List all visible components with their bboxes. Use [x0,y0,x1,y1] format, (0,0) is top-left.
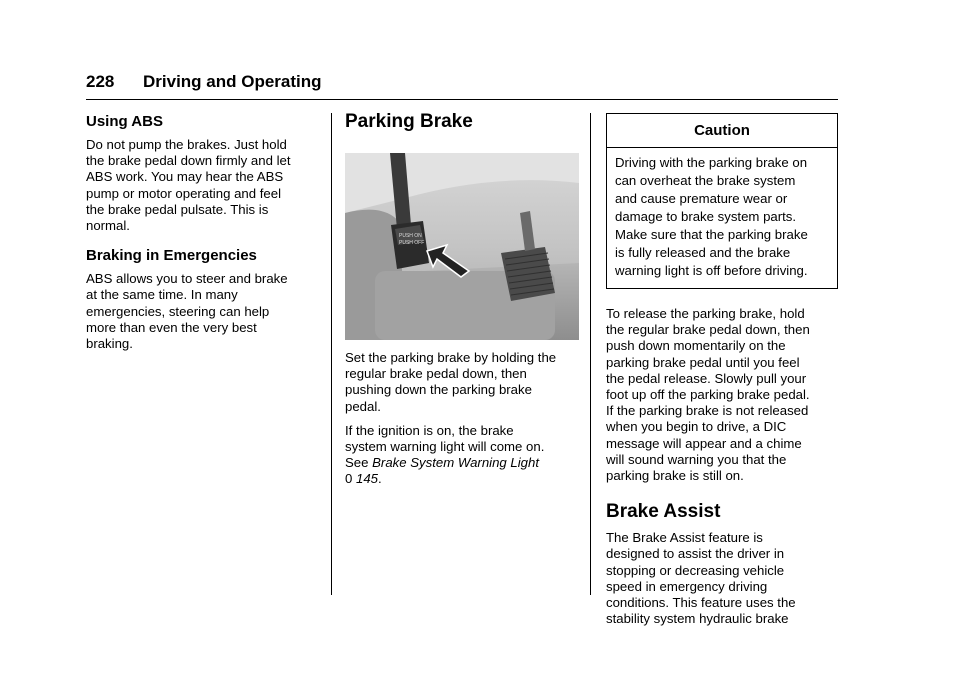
paragraph-ignition-warning [345,423,579,488]
page-ref-period: . [378,471,382,487]
heading-braking-emergencies: Braking in Emergencies [86,247,257,265]
page-reference-line [345,471,579,487]
page-number: 228 [86,72,115,91]
text-line: system warning light will come on. [345,439,545,455]
text-line: conditions. This feature uses the [606,595,796,611]
text-line: If the parking brake is not released [606,403,809,419]
text-line: Make sure that the parking brake [615,227,808,242]
text-line: designed to assist the driver in [606,546,785,562]
paragraph-using-abs [86,137,318,234]
paragraph-brake-assist [606,530,842,627]
caution-title: Caution [607,114,837,148]
text-line: and cause premature wear or [615,191,788,206]
text-line: push down momentarily on the [606,338,786,354]
text-line: emergencies, steering can help [86,303,270,319]
text-line: will sound warning you that the [606,451,787,467]
text-line: normal. [86,218,130,234]
text-line: stability system hydraulic brake [606,611,789,627]
text-line: parking brake is still on. [606,468,744,484]
text-line: To release the parking brake, hold [606,306,805,321]
text-line: damage to brake system parts. [615,209,797,224]
text-line: ABS work. You may hear the ABS [86,169,284,185]
parking-brake-photo [345,153,579,340]
text-line: pushing down the parking brake [345,382,532,398]
text-line: parking brake pedal until you feel [606,354,800,370]
text-line: pedal. [345,398,381,414]
text-line: warning light is off before driving. [615,263,808,278]
caution-box [606,113,838,289]
text-line: is fully released and the brake [615,245,791,260]
heading-using-abs: Using ABS [86,113,163,130]
heading-parking-brake: Parking Brake [345,111,473,132]
section-title: Driving and Operating [143,72,322,91]
column-right [606,110,842,627]
text-line: when you begin to drive, a DIC [606,419,787,435]
text-line: pump or motor operating and feel [86,185,281,201]
text-line: message will appear and a chime [606,435,802,451]
pedal-label-top: PUSH ON [399,233,422,239]
paragraph-braking-emergencies [86,271,318,352]
text-line: Set the parking brake by holding the [345,350,557,365]
text-line: The Brake Assist feature is [606,530,763,546]
text-line: If the ignition is on, the brake [345,422,514,438]
page-ref-link[interactable]: 145 [356,471,379,487]
text-line: at the same time. In many [86,287,238,303]
see-reference-line [345,455,579,471]
page-ref-symbol: 0 [345,471,353,487]
text-line: the brake pedal pulsate. This is [86,201,269,217]
heading-brake-assist: Brake Assist [606,501,721,523]
text-line: the regular brake pedal down, then [606,322,810,338]
parking-brake-pedal [391,221,429,269]
text-line: braking. [86,336,133,352]
paragraph-release-brake [606,306,842,484]
text-line: stopping or decreasing vehicle [606,562,785,578]
text-line: Do not pump the brakes. Just hold [86,137,287,152]
column-middle [345,110,579,488]
text-line: more than even the very best [86,319,257,335]
column-divider [590,113,591,595]
text-line: the brake pedal down firmly and let [86,153,291,169]
parking-brake-illustration [345,153,579,340]
pedal-label-bottom: PUSH OFF [399,240,425,246]
text-line: Driving with the parking brake on [615,155,808,170]
text-line: regular brake pedal down, then [345,366,527,382]
column-left [86,110,318,352]
see-prefix: See [345,455,373,471]
text-line: the pedal release. Slowly pull your [606,370,807,386]
column-divider [331,113,332,595]
page-header [86,70,838,100]
caution-body [607,148,837,288]
text-line: foot up off the parking brake pedal. [606,387,810,403]
brake-warning-light-link[interactable]: Brake System Warning Light [372,455,540,471]
text-line: ABS allows you to steer and brake [86,271,288,287]
text-line: can overheat the brake system [615,173,796,188]
text-line: speed in emergency driving [606,578,768,594]
paragraph-set-brake [345,350,579,415]
